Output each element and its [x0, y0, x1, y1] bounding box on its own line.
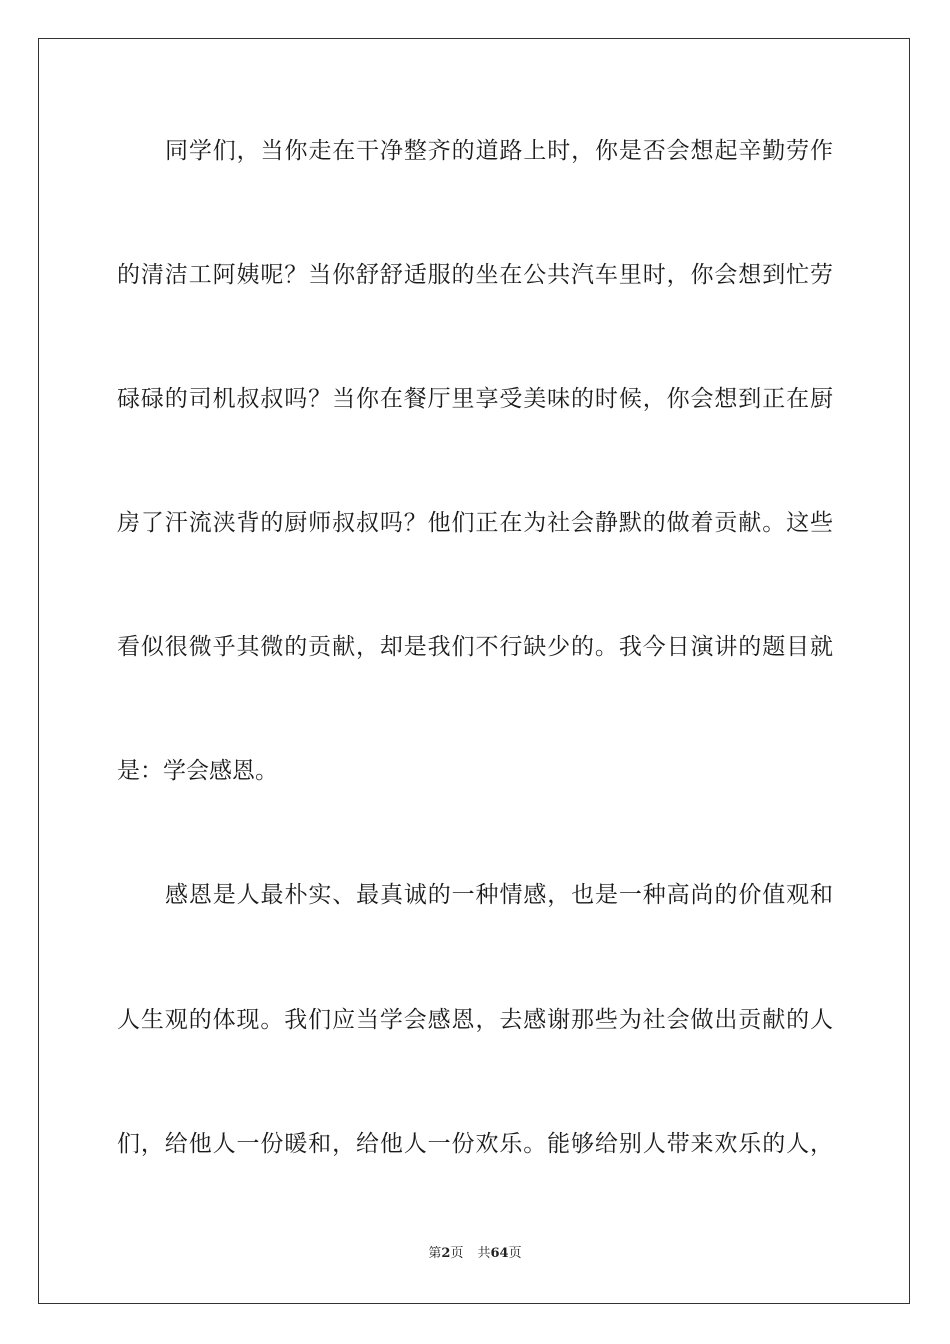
paragraph-1-line-6: 是：学会感恩。: [117, 758, 278, 784]
total-prefix: 共: [477, 1246, 491, 1261]
paragraph-1-line-5: 看似很微乎其微的贡献，却是我们不行缺少的。我今日演讲的题目就: [117, 634, 833, 660]
paragraph-1-line-4: 房了汗流浃背的厨师叔叔吗？他们正在为社会静默的做着贡献。这些: [117, 510, 833, 536]
paragraph-2-line-3: 们，给他人一份暖和，给他人一份欢乐。能够给别人带来欢乐的人，: [117, 1131, 833, 1157]
page-suffix: 页: [450, 1246, 464, 1261]
page-footer: [0, 1245, 950, 1263]
page-prefix: 第: [428, 1246, 442, 1261]
paragraph-1-line-1: 同学们，当你走在干净整齐的道路上时，你是否会想起辛勤劳作: [165, 138, 833, 164]
page-border: [38, 38, 910, 1304]
total-suffix: 页: [508, 1246, 522, 1261]
paragraph-1-line-2: 的清洁工阿姨呢？当你舒舒适服的坐在公共汽车里时，你会想到忙劳: [117, 262, 833, 288]
paragraph-2-line-2: 人生观的体现。我们应当学会感恩，去感谢那些为社会做出贡献的人: [117, 1007, 833, 1033]
paragraph-2-line-1: 感恩是人最朴实、最真诚的一种情感，也是一种高尚的价值观和: [165, 882, 833, 908]
paragraph-1-line-3: 碌碌的司机叔叔吗？当你在餐厅里享受美味的时候，你会想到正在厨: [117, 386, 833, 412]
current-page-number: 2: [441, 1246, 451, 1261]
total-page-count: 64: [490, 1246, 509, 1261]
